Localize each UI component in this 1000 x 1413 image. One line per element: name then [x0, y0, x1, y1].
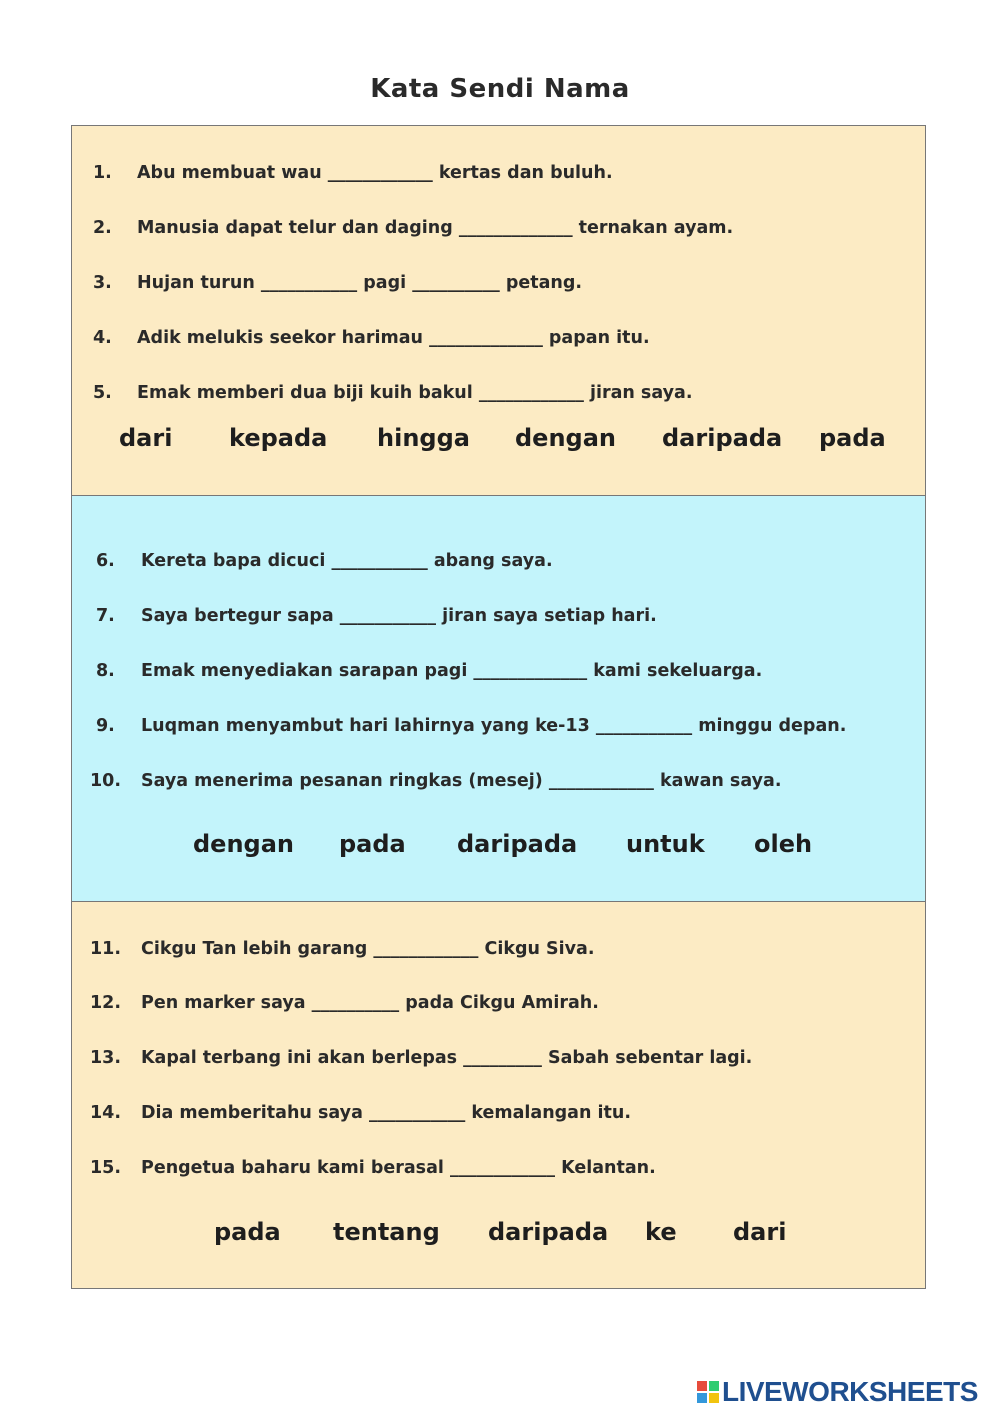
question-12: 12. Pen marker saya __________ pada Cikgu Amirah.	[90, 993, 599, 1013]
word-option[interactable]: dengan	[193, 830, 295, 858]
word-option[interactable]: dari	[733, 1218, 787, 1246]
word-option[interactable]: pada	[339, 830, 406, 858]
question-2: 2. Manusia dapat telur dan daging _____________ ternakan ayam.	[93, 218, 734, 238]
question-5: 5. Emak memberi dua biji kuih bakul ____________ jiran saya.	[93, 383, 693, 403]
question-13: 13. Kapal terbang ini akan berlepas _________ Sabah sebentar lagi.	[90, 1048, 753, 1068]
question-6: 6. Kereta bapa dicuci ___________ abang saya.	[96, 551, 553, 571]
word-option[interactable]: daripada	[488, 1218, 609, 1246]
logo-grid-icon	[697, 1381, 719, 1403]
liveworksheets-logo[interactable]	[697, 1378, 978, 1406]
word-option[interactable]: kepada	[229, 424, 328, 452]
question-14: 14. Dia memberitahu saya ___________ kemalangan itu.	[90, 1103, 632, 1123]
logo-text: LIVEWORKSHEETS	[722, 1376, 978, 1407]
word-option[interactable]: dari	[119, 424, 173, 452]
question-7: 7. Saya bertegur sapa ___________ jiran saya setiap hari.	[96, 606, 657, 626]
question-11: 11. Cikgu Tan lebih garang ____________ Cikgu Siva.	[90, 939, 595, 959]
word-option[interactable]: daripada	[662, 424, 783, 452]
page-title: Kata Sendi Nama	[370, 74, 630, 104]
question-15: 15. Pengetua baharu kami berasal ____________ Kelantan.	[90, 1158, 656, 1178]
word-option[interactable]: untuk	[626, 830, 705, 858]
logo-square	[697, 1381, 707, 1391]
word-option[interactable]: hingga	[377, 424, 470, 452]
logo-square	[709, 1381, 719, 1391]
word-option[interactable]: oleh	[754, 830, 813, 858]
question-8: 8. Emak menyediakan sarapan pagi _____________ kami sekeluarga.	[96, 661, 763, 681]
logo-square	[709, 1393, 719, 1403]
question-1: 1. Abu membuat wau ____________ kertas dan buluh.	[93, 163, 613, 183]
word-option[interactable]: pada	[214, 1218, 281, 1246]
word-option[interactable]: ke	[645, 1218, 677, 1246]
logo-square	[697, 1393, 707, 1403]
word-option[interactable]: tentang	[333, 1218, 440, 1246]
question-4: 4. Adik melukis seekor harimau _____________ papan itu.	[93, 328, 650, 348]
question-10: 10. Saya menerima pesanan ringkas (mesej) ____________ kawan saya.	[90, 771, 782, 791]
word-option[interactable]: pada	[819, 424, 886, 452]
question-9: 9. Luqman menyambut hari lahirnya yang ke-13 ___________ minggu depan.	[96, 716, 847, 736]
question-3: 3. Hujan turun ___________ pagi __________ petang.	[93, 273, 583, 293]
word-option[interactable]: dengan	[515, 424, 617, 452]
word-option[interactable]: daripada	[457, 830, 578, 858]
